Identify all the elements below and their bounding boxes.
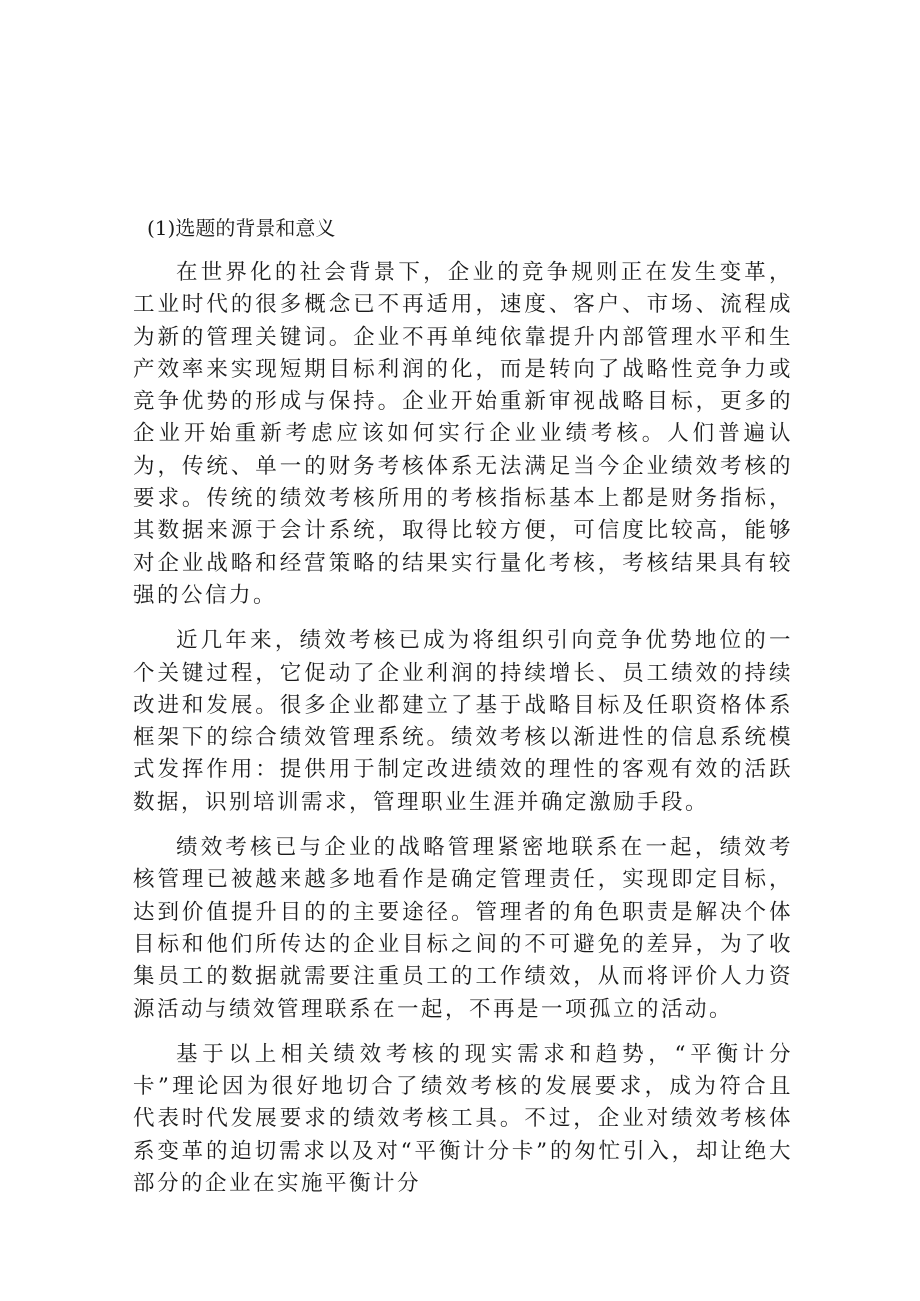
paragraph-strategic-management: 绩效考核已与企业的战略管理紧密地联系在一起，绩效考核管理已被越来越多地看作是确定管理责任，实现即定目标，达到价值提升目的的主要途径。管理者的角色职责是解决个体目标和他们所传达的企业目标之间的不可避免的差异，为了收集员工的数据就需要注重员工的工作绩效，从而将评价人力资源活动与绩效管理联系在一起，不再是一项孤立的活动。 — [133, 835, 793, 1022]
paragraph-background: 在世界化的社会背景下，企业的竞争规则正在发生变革，工业时代的很多概念已不再适用，速度、客户、市场、流程成为新的管理关键词。企业不再单纯依靠提升内部管理水平和生产效率来实现短期目标利润的化，而是转向了战略性竞争力或竞争优势的形成与保持。企业开始重新审视战略目标，更多的企业开始重新考虑应该如何实行企业业绩考核。人们普遍认为，传统、单一的财务考核体系无法满足当今企业绩效考核的要求。传统的绩效考核所用的考核指标基本上都是财务指标，其数据来源于会计系统，取得比较方便，可信度比较高，能够对企业战略和经营策略的结果实行量化考核，考核结果具有较强的公信力。 — [133, 260, 793, 608]
paragraph-balanced-scorecard: 基于以上相关绩效考核的现实需求和趋势，“平衡计分卡”理论因为很好地切合了绩效考核的发展要求，成为符合且代表时代发展要求的绩效考核工具。不过，企业对绩效考核体系变革的迫切需求以及对“平衡计分卡”的匆忙引入，却让绝大部分的企业在实施平衡计分 — [133, 1041, 793, 1197]
paragraph-recent-years: 近几年来，绩效考核已成为将组织引向竞争优势地位的一个关键过程，它促动了企业利润的持续增长、员工绩效的持续改进和发展。很多企业都建立了基于战略目标及任职资格体系框架下的综合绩效管理系统。绩效考核以渐进性的信息系统模式发挥作用：提供用于制定改进绩效的理性的客观有效的活跃数据，识别培训需求，管理职业生涯并确定激励手段。 — [133, 628, 793, 815]
document-page — [133, 212, 793, 1200]
section-heading: (1)选题的背景和意义 — [147, 216, 336, 240]
